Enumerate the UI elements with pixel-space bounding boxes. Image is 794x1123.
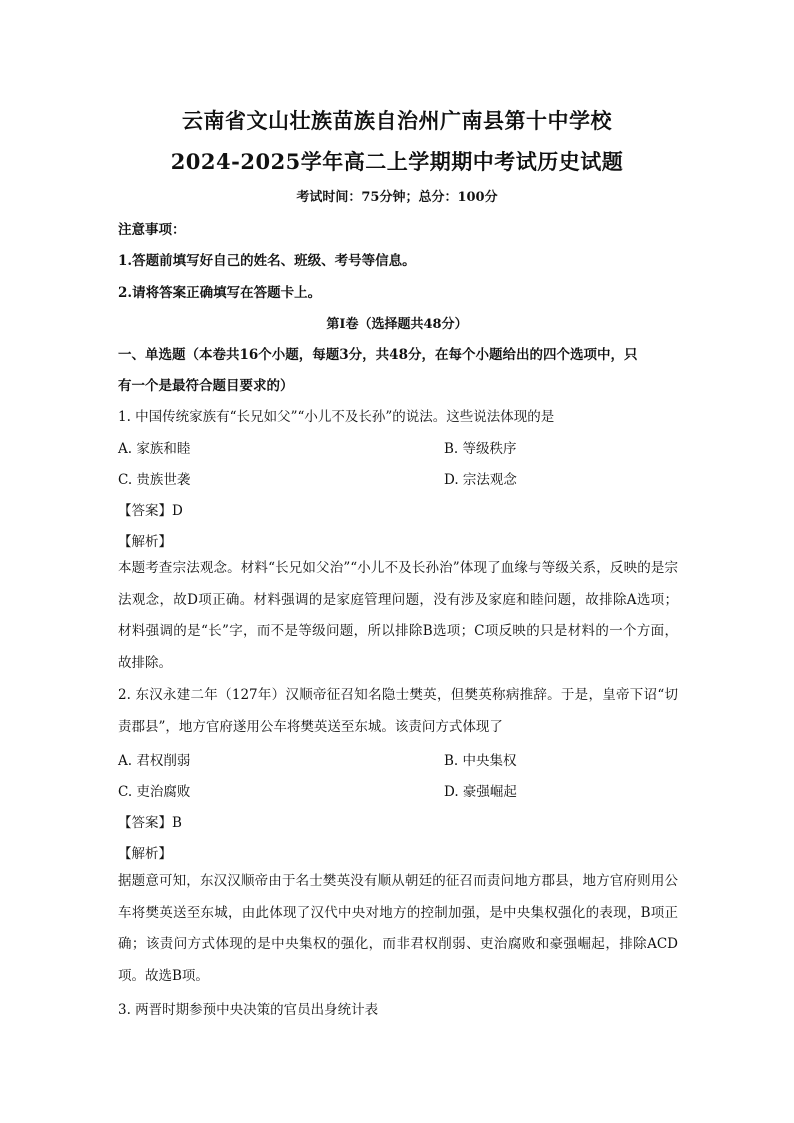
question-2-option-c: C. 吏治腐败	[118, 784, 191, 800]
question-1-analysis: 本题考查宗法观念。材料“长兄如父治”“小儿不及长孙治”体现了血缘与等级关系，反映的是宗法观念，故D项正确。材料强调的是家庭管理问题，没有涉及家庭和睦问题，故排除A选项；材料强调的是“长”字，而不是等级问题，所以排除B选项；C项反映的只是材料的一个方面，故排除。	[118, 560, 678, 671]
question-1-option-a: A. 家族和睦	[118, 441, 191, 457]
section-instruction-1: 一、单选题（本卷共16个小题，每题3分，共48分，在每个小题给出的四个选项中，只	[118, 347, 638, 363]
question-2-analysis: 据题意可知，东汉汉顺帝由于名士樊英没有顺从朝廷的征召而责问地方郡县，地方官府则用公车将樊英送至东城，由此体现了汉代中央对地方的控制加强，是中央集权强化的表现，B项正确；该责问方式体现的是中央集权的强化，而非君权削弱、吏治腐败和豪强崛起，排除ACD项。故选B项。	[118, 873, 678, 984]
question-3-stem: 3. 两晋时期参预中央决策的官员出身统计表	[118, 1002, 379, 1018]
question-1-answer: 【答案】D	[118, 503, 183, 519]
question-1-stem: 1. 中国传统家族有“长兄如父”“小儿不及长孙”的说法。这些说法体现的是	[118, 409, 555, 425]
notice-heading: 注意事项：	[118, 222, 186, 238]
question-2-stem: 2. 东汉永建二年（127年）汉顺帝征召知名隐士樊英，但樊英称病推辞。于是，皇帝下诏“切责郡县”，地方官府遂用公车将樊英送至东城。该责问方式体现了	[118, 687, 678, 735]
title-line-1: 云南省文山壮族苗族自治州广南县第十中学校	[182, 108, 612, 133]
question-1-option-c: C. 贵族世袭	[118, 472, 191, 488]
question-2-option-b: B. 中央集权	[444, 753, 517, 769]
question-1-analysis-label: 【解析】	[118, 534, 172, 550]
question-2-analysis-label: 【解析】	[118, 846, 172, 862]
notice-item-2: 2.请将答案正确填写在答题卡上。	[118, 285, 322, 301]
section-title: 第Ⅰ卷（选择题共48分）	[326, 317, 468, 332]
notice-item-1: 1.答题前填写好自己的姓名、班级、考号等信息。	[118, 253, 416, 269]
exam-info: 考试时间：75分钟；总分：100分	[296, 190, 498, 205]
question-2-answer: 【答案】B	[118, 815, 182, 831]
question-1-option-d: D. 宗法观念	[444, 472, 517, 488]
section-instruction-2: 有一个是最符合题目要求的）	[118, 378, 294, 394]
question-1-option-b: B. 等级秩序	[444, 441, 517, 457]
title-line-2: 2024-2025学年高二上学期期中考试历史试题	[170, 149, 624, 174]
question-2-option-d: D. 豪强崛起	[444, 784, 517, 800]
question-2-option-a: A. 君权削弱	[118, 753, 191, 769]
